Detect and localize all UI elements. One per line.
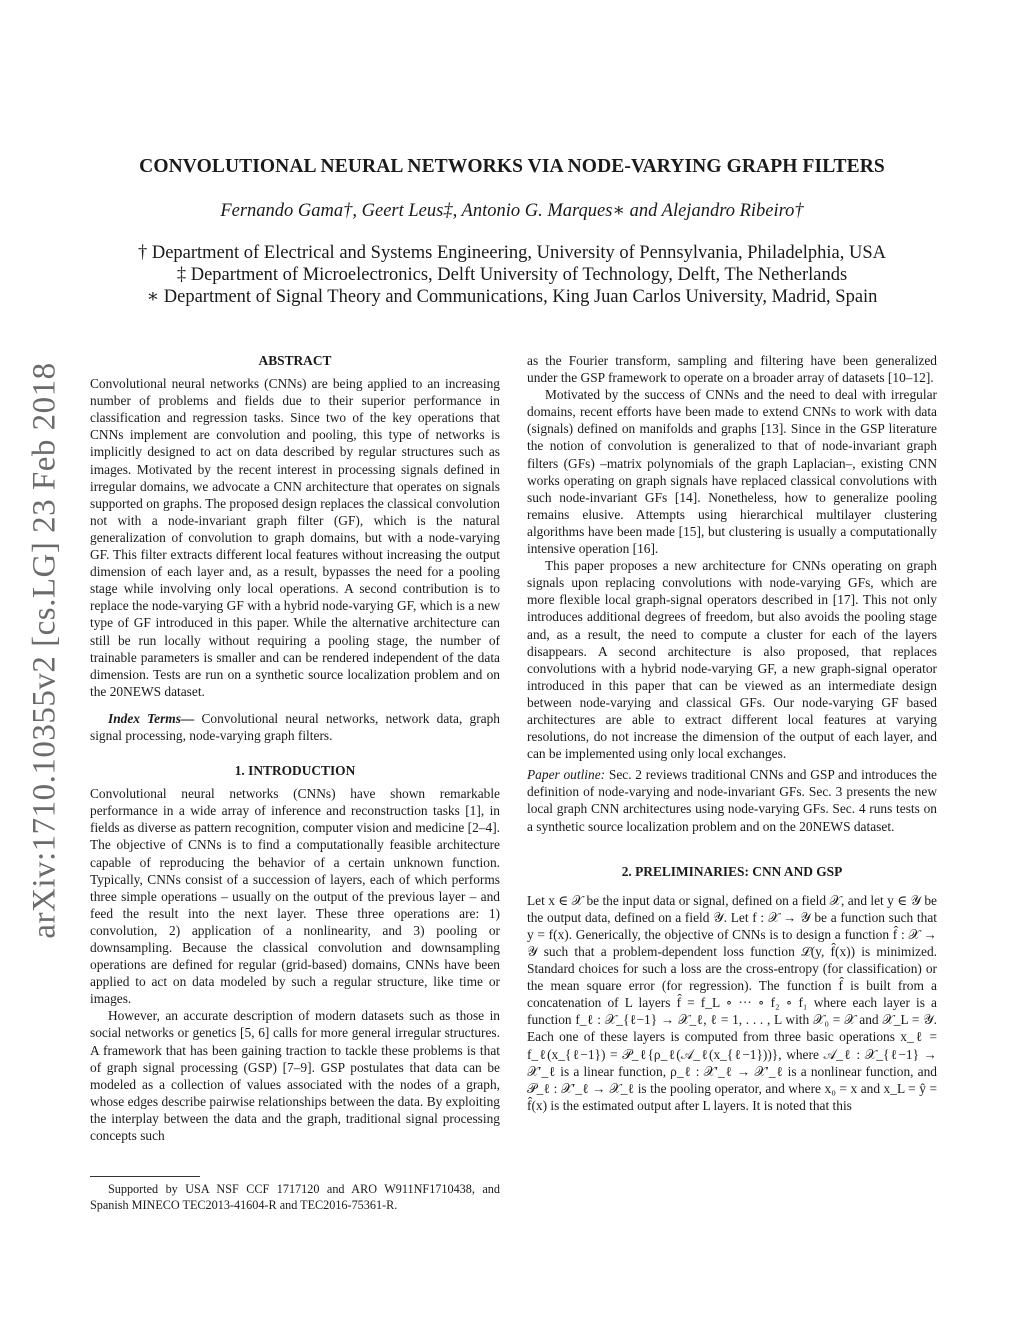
intro-paragraph-5: This paper proposes a new architecture for CNNs operating on graph signals upon replacing convolutions with node-varying GFs, which are more flexible local graph-signal operators described in [17]. This not only introduces additional degrees of freedom, but also avoids the pooling stage and, as a result, the need to compute a cluster for each of the layers disappears. A second architecture is also proposed, that replaces convolutions with a hybrid node-varying GF, a new graph-signal operator introduced in this paper that can be viewed as an intermediate design between node-varying and classical GFs. Our node-varying GF based architectures are able to extract different local features at varying resolutions, do not increase the dimension of the output of each layer, and can be implemented using only local exchanges. [527,558,937,762]
abstract-heading: ABSTRACT [258,353,332,368]
funding-footnote: Supported by USA NSF CCF 1717120 and ARO W911NF1710438, and Spanish MINECO TEC2013-41604-R and TEC2016-75361-R. [90,1182,500,1212]
arxiv-identifier: arXiv:1710.10355v2 [cs.LG] 23 Feb 2018 [26,361,63,939]
index-terms-label: Index Terms— [108,710,195,726]
prelim-heading: 2. PRELIMINARIES: CNN AND GSP [621,863,843,879]
affiliation-delft: ‡ Department of Microelectronics, Delft University of Technology, Delft, The Netherlands [176,265,848,285]
footnote [90,1182,500,1213]
footnote-rule [90,1176,200,1177]
arxiv-side-stamp [20,350,70,950]
abstract-text: Convolutional neural networks (CNNs) are being applied to an increasing number of problems and fields due to their superior performance in classification and regression tasks. Since two of the key operations that CNNs implement are convolution and pooling, this type of networks is implicitly designed to act on data described by regular structures such as images. Motivated by the recent interest in processing signals defined in irregular domains, we advocate a CNN architecture that operates on signals supported on graphs. The proposed design replaces the classical convolution not with a node-invariant graph filter (GF), which is the natural generalization of convolution to graph domains, but with a node-varying GF. This filter extracts different local features without increasing the output dimension of each layer and, as a result, bypasses the need for a pooling stage while involving only local operations. A second contribution is to replace the node-varying GF with a hybrid node-varying GF, which is a new type of GF introduced in this paper. While the alternative architecture can still be run locally without requiring a pooling stage, the number of trainable parameters is smaller and can be rendered independent of the data dimension. Tests are run on a synthetic source localization problem and on the 20NEWS dataset. [90,376,500,699]
left-column [90,352,500,1144]
intro-paragraph-1: Convolutional neural networks (CNNs) have shown remarkable performance in a wide array of inference and reconstruction tasks [1], in fields as diverse as pattern recognition, computer vision and medicine [2–4]. The objective of CNNs is to find a computationally feasible architecture capable of reproducing the behavior of a certain unknown function. Typically, CNNs consist of a succession of layers, each of which performs three simple operations – usually on the output of the previous layer – and feed the result into the next layer. These three operations are: 1) convolution, 2) application of a nonlinearity, and 3) pooling or downsampling. Because the classical convolution and downsampling operations are defined for regular (grid-based) domains, CNNs have been applied to act on data modeled by such a regular structure, like time or images. [90,786,500,1007]
affiliations [0,242,1024,308]
intro-paragraph-3: as the Fourier transform, sampling and filtering have been generalized under the GSP framework to operate on a broader array of datasets [10–12]. [527,353,937,386]
index-terms-text: Convolutional neural networks, network data, graph signal processing, node-varying graph filters. [90,710,500,743]
intro-heading: 1. INTRODUCTION [234,763,356,779]
paper-title: CONVOLUTIONAL NEURAL NETWORKS VIA NODE-VARYING GRAPH FILTERS [139,156,885,177]
index-terms [90,710,500,744]
right-column [527,352,937,1114]
paper-outline [527,766,937,834]
paper-outline-label: Paper outline: [527,767,606,783]
intro-paragraph-4: Motivated by the success of CNNs and the need to deal with irregular domains, recent efforts have been made to extend CNNs to work with data (signals) defined on manifolds and graphs [13]. Since in the GSP literature the notion of convolution is generalized to that of node-invariant graph filters (GFs) –matrix polynomials of the graph Laplacian–, existing CNN works operating on graph signals have replaced classical convolutions with such node-invariant GFs [14]. Nonetheless, how to generalize pooling remains elusive. Attempts using hierarchical multilayer clustering algorithms have been made [15], but clustering is usually a computationally intensive operation [16]. [527,387,937,557]
affiliation-madrid: ∗ Department of Signal Theory and Communications, King Juan Carlos University, Madrid, Spain [146,287,878,307]
author-list: Fernando Gama†, Geert Leus‡, Antonio G. Marques∗ and Alejandro Ribeiro† [220,201,804,221]
prelim-paragraph-1: Let x ∈ 𝒳 be the input data or signal, defined on a field 𝒳, and let y ∈ 𝒴 be the output data, defined on a field 𝒴. Let f : 𝒳 → 𝒴 be a function such that y = f(x). Generically, the objective of CNNs is to design a function f̂ : 𝒳 → 𝒴 such that a problem-dependent loss function ℒ(y, f̂(x)) is minimized. Standard choices for such a loss are the cross-entropy (for classification) or the mean square error (for regression). The function f̂ is built from a concatenation of L layers f̂ = f_L ∘ ··· ∘ f₂ ∘ f₁ where each layer is a function f_ℓ : 𝒳_{ℓ−1} → 𝒳_ℓ, ℓ = 1, . . . , L with 𝒳₀ = 𝒳 and 𝒳_L = 𝒴. Each one of these layers is computed from three basic operations x_ℓ = f_ℓ(x_{ℓ−1}) = 𝒫_ℓ{ρ_ℓ(𝒜_ℓ(x_{ℓ−1}))}, where 𝒜_ℓ : 𝒳_{ℓ−1} → 𝒳′_ℓ is a linear function, ρ_ℓ : 𝒳′_ℓ → 𝒳′_ℓ is a nonlinear function, and 𝒫_ℓ : 𝒳′_ℓ → 𝒳_ℓ is the pooling operator, and where x₀ = x and x_L = ŷ = f̂(x) is the estimated output after L layers. It is noted that this [527,892,937,1113]
intro-paragraph-2: However, an accurate description of modern datasets such as those in social networks or genetics [5, 6] calls for more general irregular structures. A framework that has been gaining traction to tackle these problems is that of graph signal processing (GSP) [7–9]. GSP postulates that data can be modeled as a collection of values associated with the nodes of a graph, whose edges describe pairwise relationships between the data. By exploiting the interplay between the data and the graph, traditional signal processing concepts such [90,1008,500,1144]
paper-outline-text: Sec. 2 reviews traditional CNNs and GSP and introduces the definition of node-varying and node-invariant GFs. Sec. 3 presents the new local graph CNN architectures using node-varying GFs. Sec. 4 runs tests on a synthetic source localization problem and on the 20NEWS dataset. [527,767,937,834]
affiliation-penn: † Department of Electrical and Systems Engineering, University of Pennsylvania, Philadelphia, USA [137,243,887,263]
